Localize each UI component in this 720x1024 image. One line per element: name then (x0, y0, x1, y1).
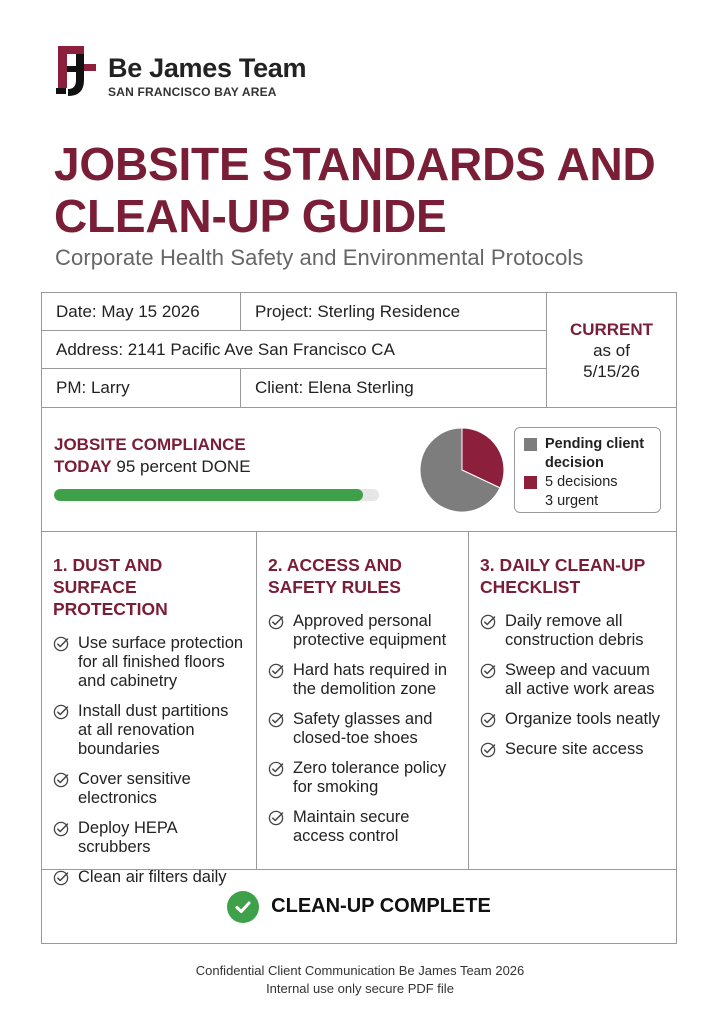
status-badge (547, 293, 676, 408)
date-cell: Date: May 15 2026 (56, 301, 200, 321)
checklist-item-text: Deploy HEPA scrubbers (78, 819, 177, 856)
brand-logo (54, 40, 306, 102)
legend-urgent-count: 3 urgent (545, 493, 599, 509)
checklist-item (480, 612, 666, 650)
checklist-item (268, 759, 458, 797)
check-circle-icon (53, 821, 69, 837)
check-circle-icon (268, 663, 284, 679)
bj-monogram-logo-icon (54, 40, 100, 102)
standards-columns (42, 532, 676, 886)
checklist-item (53, 770, 246, 808)
brand-name: Be James Team (108, 53, 307, 83)
check-circle-icon (480, 742, 496, 758)
completion-label: CLEAN-UP COMPLETE (271, 895, 491, 917)
compliance-text (54, 434, 251, 478)
completion-banner (42, 870, 676, 943)
compliance-value: 95 percent DONE (116, 457, 251, 476)
legend-swatch-gray (524, 438, 537, 451)
check-circle-icon (268, 761, 284, 777)
checklist-item (268, 710, 458, 748)
checklist-item (268, 612, 458, 650)
column-heading: 3. DAILY CLEAN-UP CHECKLIST (480, 555, 645, 597)
progress-fill (54, 489, 363, 501)
checklist-item-text: Sweep and vacuum all active work areas (505, 661, 655, 698)
compliance-progress-bar (54, 489, 379, 501)
address-cell: Address: 2141 Pacific Ave San Francisco CA (56, 339, 395, 359)
check-circle-icon (53, 636, 69, 652)
chart-legend (514, 427, 661, 513)
footer-line-1: Confidential Client Communication Be James Team 2026 (195, 963, 525, 978)
decisions-pie-chart (418, 426, 506, 514)
status-date: 5/15/26 (583, 361, 640, 381)
checklist-item-text: Organize tools neatly (505, 710, 661, 728)
checklist-item (268, 808, 458, 846)
guide-card (41, 292, 677, 944)
legend-label-decisions (545, 473, 618, 511)
checklist-item (480, 710, 666, 729)
checklist-item (480, 661, 666, 699)
project-cell: Project: Sterling Residence (240, 293, 547, 330)
page-title: JOBSITE STANDARDS AND CLEAN-UP GUIDE (54, 138, 656, 242)
check-circle-icon (480, 614, 496, 630)
checklist-item-text: Install dust partitions at all renovation boundaries (78, 702, 229, 758)
checklist-item-text: Approved personal protective equipment (293, 612, 447, 649)
check-circle-icon (480, 712, 496, 728)
checklist-item-text: Cover sensitive electronics (78, 770, 191, 807)
checklist-item-text: Hard hats required in the demolition zone (293, 661, 448, 698)
check-circle-icon (480, 663, 496, 679)
client-cell: Client: Elena Sterling (240, 369, 547, 407)
compliance-heading-today: TODAY (54, 457, 112, 476)
status-as-of: as of (593, 340, 630, 360)
pm-cell: PM: Larry (56, 378, 130, 397)
brand-tagline: SAN FRANCISCO BAY AREA (108, 85, 277, 99)
checklist-item (480, 740, 666, 759)
checklist-item (53, 702, 246, 759)
checklist-item-text: Zero tolerance policy for smoking (293, 759, 447, 796)
legend-item-pending (524, 435, 660, 473)
column-dust-protection (42, 532, 256, 886)
check-circle-icon (53, 704, 69, 720)
footer (0, 962, 720, 998)
checklist-item-text: Use surface protection for all finished floors and cabinetry (78, 634, 244, 690)
column-access-safety (256, 532, 468, 869)
footer-line-2: Internal use only secure PDF file (266, 981, 454, 996)
checklist-item-text: Safety glasses and closed-toe shoes (293, 710, 433, 747)
checklist-item-text: Maintain secure access control (293, 808, 410, 845)
status-label: CURRENT (569, 319, 654, 339)
legend-item-decisions (524, 473, 660, 511)
check-circle-icon (53, 772, 69, 788)
info-row (42, 293, 547, 331)
compliance-heading: JOBSITE COMPLIANCE (54, 435, 246, 454)
column-daily-cleanup (468, 532, 676, 869)
info-row (42, 369, 547, 407)
checklist-item-text: Secure site access (505, 740, 644, 758)
checklist-item-text: Clean air filters daily (78, 868, 227, 886)
project-info-table (42, 293, 547, 408)
legend-label-pending: Pending client decision (545, 436, 645, 471)
checklist-item (53, 819, 246, 857)
page-subtitle: Corporate Health Safety and Environmental Protocols (55, 245, 584, 270)
checklist-item (53, 634, 246, 691)
legend-decisions-count: 5 decisions (545, 474, 618, 490)
column-heading: 1. DUST AND SURFACE PROTECTION (53, 555, 168, 619)
compliance-section (42, 408, 676, 532)
column-heading: 2. ACCESS AND SAFETY RULES (268, 555, 402, 597)
check-circle-icon (268, 614, 284, 630)
checklist-item-text: Daily remove all construction debris (505, 612, 644, 649)
check-circle-icon (227, 891, 259, 923)
legend-swatch-red (524, 476, 537, 489)
checklist-item (268, 661, 458, 699)
info-row (42, 331, 547, 369)
check-circle-icon (268, 712, 284, 728)
check-circle-icon (268, 810, 284, 826)
